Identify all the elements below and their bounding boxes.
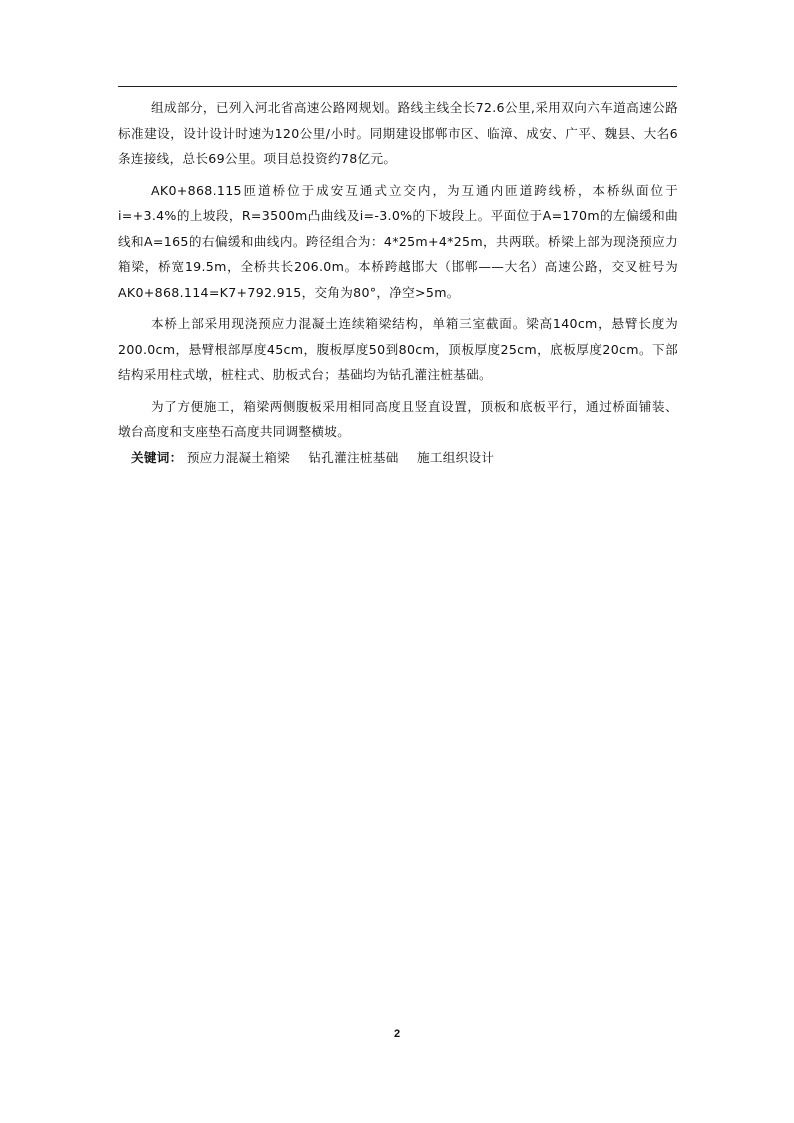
keyword-item: 施工组织设计 <box>416 449 495 465</box>
keywords-label: 关键词： <box>131 449 183 465</box>
paragraph-bridge-location: AK0+868.115匝道桥位于成安互通式立交内，为互通内匝道跨线桥，本桥纵面位于i=+3.4%的上坡段，R=3500m凸曲线及i=-3.0%的下坡段上。平面位于A=170m的左偏缓和曲线和A=165的右偏缓和曲线内。跨径组合为：4*25m+4*25m，共两联。桥梁上部为现浇预应力箱梁，桥宽19.5m，全桥共长206.0m。本桥跨越邯大（邯郸——大名）高速公路，交叉桩号为AK0+868.114=K7+792.915，交角为80°，净空>5m。 <box>118 182 678 300</box>
paragraph-intro: 组成部分，已列入河北省高速公路网规划。路线主线全长72.6公里,采用双向六车道高速公路标准建设，设计设计时速为120公里/小时。同期建设邯郸市区、临漳、成安、广平、魏县、大名6条连接线，总长69公里。项目总投资约78亿元。 <box>118 100 678 166</box>
paragraph-superstructure: 本桥上部采用现浇预应力混凝土连续箱梁结构，单箱三室截面。梁高140cm，悬臂长度为200.0cm，悬臂根部厚度45cm，腹板厚度50到80cm，顶板厚度25cm，底板厚度20cm。下部结构采用柱式墩，桩柱式、肋板式台；基础均为钻孔灌注桩基础。 <box>118 316 678 382</box>
keywords-line <box>131 447 678 469</box>
document-body <box>118 95 678 469</box>
header-rule <box>118 86 677 87</box>
page-number: 2 <box>393 1028 401 1040</box>
keyword-item: 钻孔灌注桩基础 <box>308 449 399 465</box>
paragraph-construction: 为了方便施工，箱梁两侧腹板采用相同高度且竖直设置，顶板和底板平行，通过桥面铺装、墩台高度和支座垫石高度共同调整横坡。 <box>118 398 678 439</box>
keyword-item: 预应力混凝土箱梁 <box>186 449 291 465</box>
